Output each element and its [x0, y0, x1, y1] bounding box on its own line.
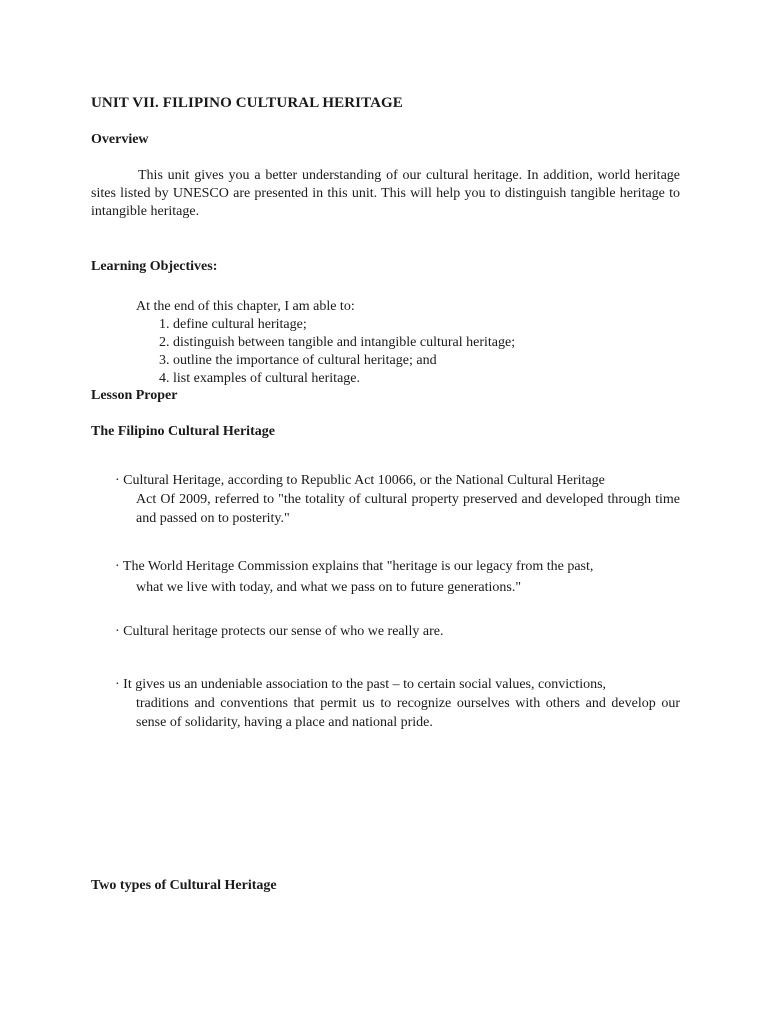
bullet-text: · Cultural heritage protects our sense of who we really are. [115, 624, 444, 639]
lesson-proper-heading: Lesson Proper [91, 388, 178, 403]
section-heading: The Filipino Cultural Heritage [91, 424, 275, 439]
objectives-intro: At the end of this chapter, I am able to: [136, 299, 355, 314]
bullet-continuation: Act Of 2009, referred to "the totality of cultural property preserved and developed through time and passed on to posterity." [136, 492, 680, 526]
objectives-heading: Learning Objectives: [91, 259, 218, 274]
bullet-item [115, 471, 680, 528]
page-title: UNIT VII. FILIPINO CULTURAL HERITAGE [91, 95, 403, 111]
bullet-item [115, 675, 680, 732]
bullet-continuation: traditions and conventions that permit us to recognize ourselves with others and develop our sense of solidarity, having a place and national pride. [136, 696, 680, 730]
overview-paragraph [91, 167, 680, 221]
objective-item: 1. define cultural heritage; [159, 317, 307, 332]
bullet-item [115, 556, 680, 598]
overview-heading: Overview [91, 132, 149, 147]
objective-item: 4. list examples of cultural heritage. [159, 371, 360, 386]
bullet-text: · The World Heritage Commission explains that "heritage is our legacy from the past, [115, 559, 594, 574]
types-heading: Two types of Cultural Heritage [91, 878, 277, 893]
objective-item: 3. outline the importance of cultural heritage; and [159, 353, 437, 368]
bullet-text: · Cultural Heritage, according to Republic Act 10066, or the National Cultural Heritage [115, 473, 605, 488]
bullet-item [115, 622, 680, 641]
overview-text: This unit gives you a better understanding of our cultural heritage. In addition, world heritage sites listed by UNESCO are presented in this unit. This will help you to distinguish tangible heritage to intangible heritage. [91, 168, 680, 219]
objectives-list [159, 316, 515, 388]
bullet-continuation: what we live with today, and what we pass on to future generations." [136, 580, 522, 595]
objective-item: 2. distinguish between tangible and intangible cultural heritage; [159, 335, 516, 350]
bullet-text: · It gives us an undeniable association to the past – to certain social values, convictions, [115, 677, 607, 692]
